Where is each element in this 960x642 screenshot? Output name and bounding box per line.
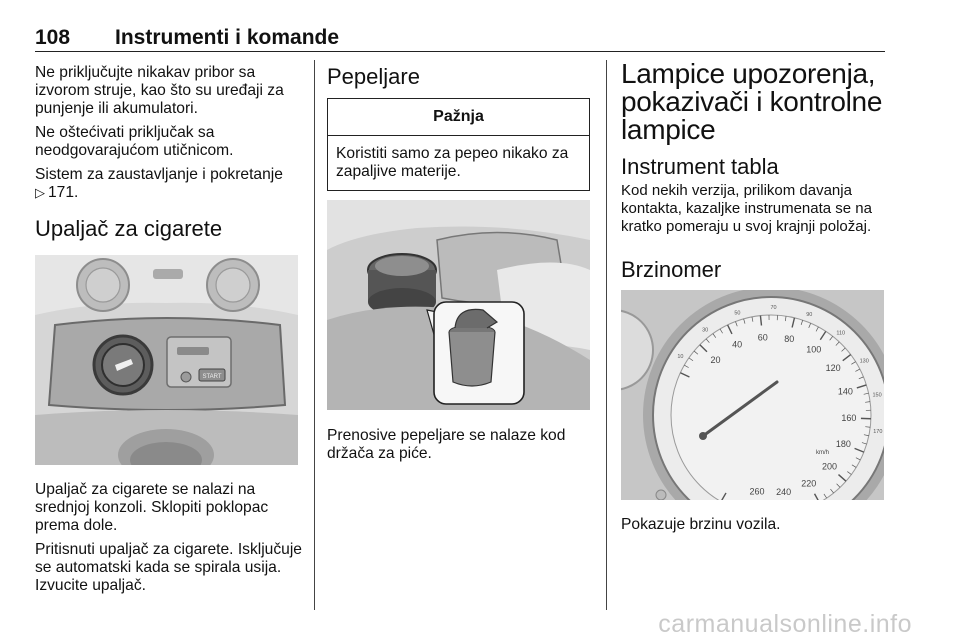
- column-divider-1: [314, 60, 315, 610]
- start-stop-label: START: [202, 374, 222, 380]
- speedometer-label: 140: [837, 386, 853, 397]
- speedometer-illustration: [621, 290, 884, 500]
- speed-unit-label: km/h: [816, 450, 830, 456]
- column-1: [35, 64, 303, 601]
- column-2: [327, 64, 595, 469]
- speedometer-figure: [621, 290, 884, 500]
- speedometer-label: 180: [835, 438, 851, 449]
- speedometer-label: 100: [806, 344, 822, 355]
- speedometer-label: 220: [801, 478, 817, 489]
- chapter-title-line: Lampice upozorenja,: [621, 58, 876, 89]
- header-rule: [35, 51, 885, 52]
- speedometer-label: 200: [821, 461, 837, 472]
- speedometer-outer-label: 110: [836, 330, 846, 337]
- figure-caption: Upaljač za cigarete se nalazi na srednjoj konzoli. Sklopiti poklopac prema dole.: [35, 481, 269, 534]
- section-heading-instrument-panel: Instrument tabla: [621, 154, 779, 179]
- chapter-title: [621, 60, 889, 144]
- speedometer-label: 60: [757, 332, 768, 343]
- section-heading-cigarette-lighter: Upaljač za cigarete: [35, 216, 223, 241]
- paragraph: [35, 166, 303, 202]
- speedometer-outer-label: 30: [702, 327, 709, 334]
- caution-box: [327, 98, 590, 191]
- page-reference[interactable]: 171.: [48, 184, 79, 201]
- console-illustration: [35, 255, 298, 465]
- speedometer-label: 40: [732, 339, 743, 350]
- column-3: [621, 60, 889, 540]
- chapter-title-line: pokazivači i kontrolne: [621, 86, 883, 117]
- speedometer-outer-label: 170: [873, 429, 883, 436]
- speedometer-outer-label: 150: [872, 392, 882, 399]
- speedometer-outer-label: 70: [770, 305, 777, 312]
- speedometer-label: 240: [776, 486, 792, 497]
- caution-title: Pažnja: [328, 99, 589, 136]
- cigarette-lighter-figure: [35, 255, 298, 465]
- speedometer-label: 160: [841, 412, 857, 423]
- speedometer-outer-label: 50: [734, 310, 741, 317]
- figure-caption: Pokazuje brzinu vozila.: [621, 516, 781, 533]
- running-title: Instrumenti i komande: [115, 26, 340, 49]
- figure-caption: Prenosive pepeljare se nalaze kod držača za piće.: [327, 427, 566, 462]
- page-number: 108: [35, 26, 71, 49]
- speedometer-label: 20: [710, 355, 721, 366]
- paragraph: Kod nekih verzija, prilikom davanja kontakta, kazaljke instrumenata se na kratko pomeraju u svoj krajnji položaj.: [621, 182, 872, 235]
- speedometer-label: 120: [825, 362, 841, 373]
- caution-text: Koristiti samo za pepeo nikako za zapaljive materije.: [336, 145, 569, 180]
- speedometer-outer-label: 90: [806, 312, 813, 319]
- ashtray-figure: [327, 200, 590, 410]
- paragraph: Pritisnuti upaljač za cigarete. Isključuje se automatski kada se spirala usija. Izvucite upaljač.: [35, 541, 302, 594]
- ashtray-illustration: [327, 200, 590, 410]
- chapter-title-line: lampice: [621, 114, 716, 145]
- speedometer-label: 80: [784, 334, 795, 345]
- section-heading-ashtrays: Pepeljare: [327, 64, 420, 89]
- paragraph: Ne oštećivati priključak sa neodgovarajućom utičnicom.: [35, 124, 234, 159]
- paragraph-text: Sistem za zaustavljanje i pokretanje: [35, 166, 283, 183]
- speedometer-outer-label: 130: [859, 358, 869, 365]
- page-reference-arrow-icon: ▷: [35, 185, 45, 200]
- section-heading-speedometer: Brzinomer: [621, 257, 722, 282]
- speedometer-label: 260: [749, 486, 765, 497]
- column-divider-2: [606, 60, 607, 610]
- paragraph: Ne priključujte nikakav pribor sa izvorom struje, kao što su uređaji za punjenje ili akumulatori.: [35, 64, 284, 117]
- watermark: carmanualsonline.info: [658, 610, 912, 638]
- speedometer-outer-label: 10: [677, 354, 684, 361]
- page-header: [35, 24, 885, 52]
